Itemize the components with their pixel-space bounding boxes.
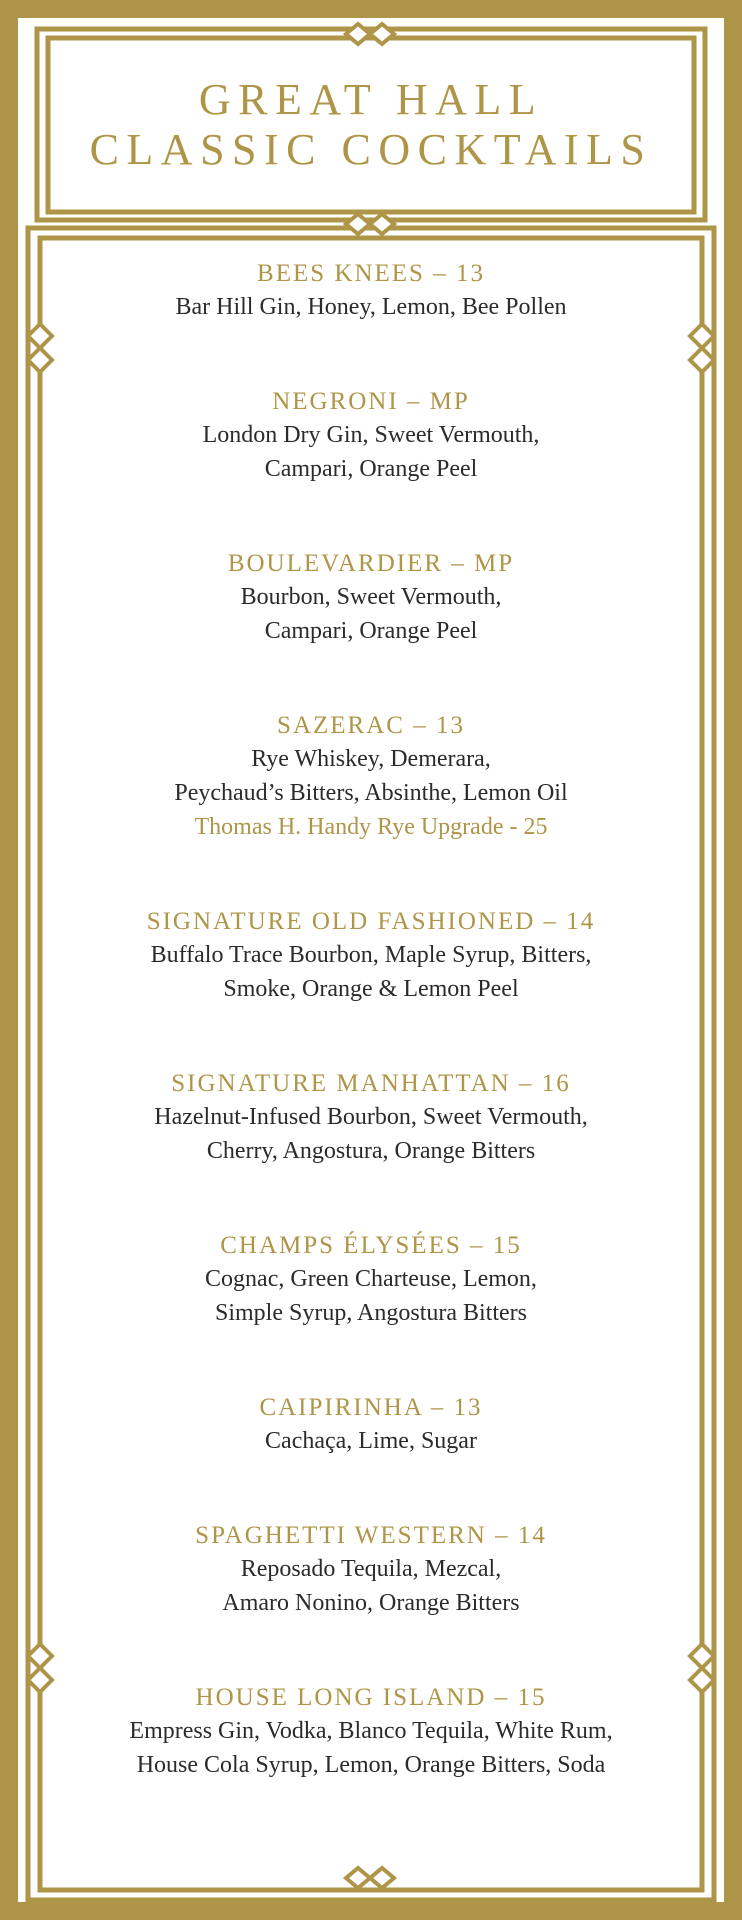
cocktail-name: SAZERAC – 13 bbox=[277, 712, 465, 739]
cocktail-name: BOULEVARDIER – MP bbox=[227, 550, 515, 577]
cocktail-item bbox=[50, 258, 692, 324]
cocktail-ingredients: Hazelnut-Infused Bourbon, Sweet Vermouth, bbox=[154, 1104, 588, 1130]
cocktail-ingredients: Cognac, Green Charteuse, Lemon, bbox=[205, 1266, 537, 1292]
cocktail-ingredients: Buffalo Trace Bourbon, Maple Syrup, Bitters, bbox=[150, 942, 592, 968]
cocktail-list bbox=[50, 258, 692, 1782]
cocktail-item bbox=[50, 710, 692, 844]
cocktail-ingredients: Cherry, Angostura, Orange Bitters bbox=[206, 1138, 536, 1164]
cocktail-name: NEGRONI – MP bbox=[272, 388, 470, 415]
cocktail-ingredients: Amaro Nonino, Orange Bitters bbox=[222, 1590, 520, 1616]
cocktail-ingredients: Rye Whiskey, Demerara, bbox=[251, 746, 491, 772]
cocktail-name: SIGNATURE OLD FASHIONED – 14 bbox=[146, 908, 596, 935]
cocktail-name: SIGNATURE MANHATTAN – 16 bbox=[171, 1070, 571, 1097]
cocktail-ingredients: Campari, Orange Peel bbox=[264, 618, 478, 644]
cocktail-name: CAIPIRINHA – 13 bbox=[259, 1394, 483, 1421]
cocktail-ingredients: London Dry Gin, Sweet Vermouth, bbox=[202, 422, 540, 448]
cocktail-name: SPAGHETTI WESTERN – 14 bbox=[195, 1522, 547, 1549]
cocktail-item bbox=[50, 1682, 692, 1782]
cocktail-item bbox=[50, 906, 692, 1006]
menu-title-line-2: CLASSIC COCKTAILS bbox=[89, 125, 653, 174]
cocktail-name: HOUSE LONG ISLAND – 15 bbox=[195, 1684, 547, 1711]
cocktail-item bbox=[50, 548, 692, 648]
cocktail-item bbox=[50, 1392, 692, 1458]
cocktail-ingredients: Peychaud’s Bitters, Absinthe, Lemon Oil bbox=[174, 780, 568, 806]
cocktail-ingredients: Bourbon, Sweet Vermouth, bbox=[240, 584, 502, 610]
menu-header bbox=[47, 36, 695, 214]
cocktail-ingredients: Smoke, Orange & Lemon Peel bbox=[223, 976, 519, 1002]
cocktail-item bbox=[50, 386, 692, 486]
cocktail-ingredients: Bar Hill Gin, Honey, Lemon, Bee Pollen bbox=[175, 294, 567, 320]
cocktail-item bbox=[50, 1230, 692, 1330]
cocktail-ingredients: Reposado Tequila, Mezcal, bbox=[240, 1556, 502, 1582]
cocktail-name: BEES KNEES – 13 bbox=[257, 260, 485, 287]
cocktail-ingredients: House Cola Syrup, Lemon, Orange Bitters, Soda bbox=[136, 1752, 606, 1778]
cocktail-upgrade-note: Thomas H. Handy Rye Upgrade - 25 bbox=[194, 814, 548, 840]
cocktail-item bbox=[50, 1068, 692, 1168]
cocktail-item bbox=[50, 1520, 692, 1620]
cocktail-ingredients: Cachaça, Lime, Sugar bbox=[265, 1428, 477, 1454]
cocktail-ingredients: Campari, Orange Peel bbox=[264, 456, 478, 482]
cocktail-name: CHAMPS ÉLYSÉES – 15 bbox=[220, 1232, 522, 1259]
menu-title-line-1: GREAT HALL bbox=[198, 75, 544, 124]
cocktail-ingredients: Empress Gin, Vodka, Blanco Tequila, White Rum, bbox=[129, 1718, 613, 1744]
cocktail-ingredients: Simple Syrup, Angostura Bitters bbox=[215, 1300, 527, 1326]
